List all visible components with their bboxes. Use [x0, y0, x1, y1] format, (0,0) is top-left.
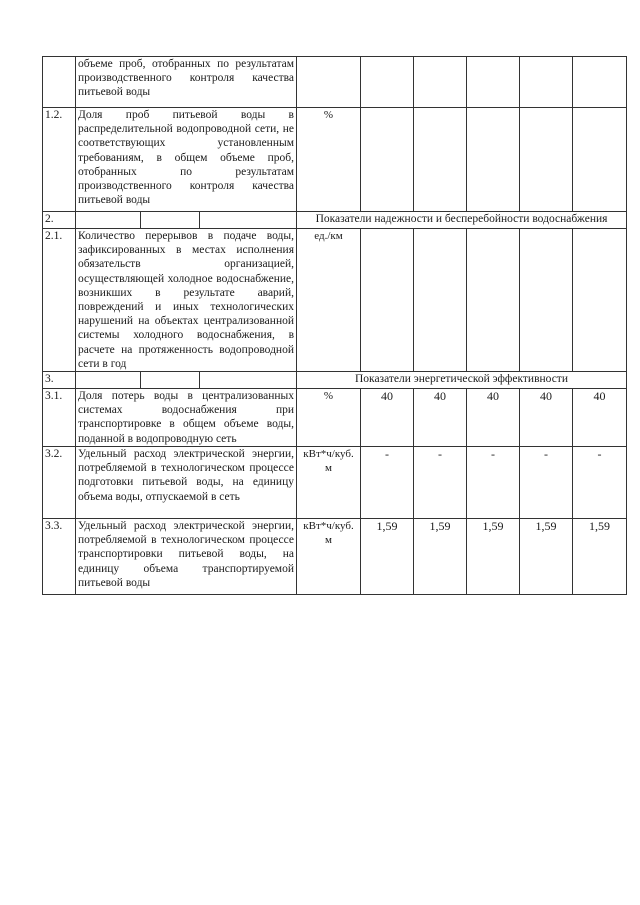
section-row — [43, 212, 627, 229]
value-cell: 1,59 — [361, 519, 414, 595]
value-cell — [467, 57, 520, 108]
value-cell: - — [414, 447, 467, 519]
row-unit: кВт*ч/куб. м — [297, 519, 361, 595]
section-spacer — [76, 212, 297, 229]
value-cell: 1,59 — [467, 519, 520, 595]
row-unit: % — [297, 108, 361, 212]
table-row — [43, 108, 627, 212]
value-cell: - — [467, 447, 520, 519]
table-row — [43, 519, 627, 595]
row-number: 3.3. — [43, 519, 76, 595]
section-number: 2. — [43, 212, 76, 229]
value-cell: 40 — [467, 389, 520, 447]
row-number: 3.2. — [43, 447, 76, 519]
value-cell — [573, 108, 627, 212]
value-cell — [414, 229, 467, 372]
value-cell: 1,59 — [414, 519, 467, 595]
value-cell: 1,59 — [573, 519, 627, 595]
indicators-table — [42, 56, 627, 595]
value-cell — [361, 229, 414, 372]
row-unit: кВт*ч/куб. м — [297, 447, 361, 519]
section-spacer — [76, 372, 297, 389]
row-description: Удельный расход электрической энергии, потребляемой в технологическом процессе транспортировки питьевой воды, на единицу объема транспортируемой питьевой воды — [76, 519, 297, 595]
table-row — [43, 57, 627, 108]
row-number — [43, 57, 76, 108]
value-cell: - — [573, 447, 627, 519]
value-cell: - — [520, 447, 573, 519]
row-unit: % — [297, 389, 361, 447]
value-cell — [467, 229, 520, 372]
row-description: Удельный расход электрической энергии, потребляемой в технологическом процессе подготовки питьевой воды, на единицу объема воды, отпускаемой в сеть — [76, 447, 297, 519]
value-cell — [414, 57, 467, 108]
value-cell — [414, 108, 467, 212]
value-cell — [520, 57, 573, 108]
value-cell — [573, 57, 627, 108]
row-number: 2.1. — [43, 229, 76, 372]
value-cell — [361, 108, 414, 212]
value-cell: 40 — [361, 389, 414, 447]
value-cell: 40 — [414, 389, 467, 447]
row-description: Доля потерь воды в централизованных системах водоснабжения при транспортировке в общем объеме воды, поданной в водопроводную сеть — [76, 389, 297, 447]
row-description: объеме проб, отобранных по результатам производственного контроля качества питьевой воды — [76, 57, 297, 108]
value-cell: 1,59 — [520, 519, 573, 595]
section-number: 3. — [43, 372, 76, 389]
table-row — [43, 447, 627, 519]
value-cell — [573, 229, 627, 372]
section-title: Показатели энергетической эффективности — [297, 372, 627, 389]
value-cell: - — [361, 447, 414, 519]
value-cell — [520, 108, 573, 212]
value-cell: 40 — [573, 389, 627, 447]
section-title: Показатели надежности и бесперебойности водоснабжения — [297, 212, 627, 229]
row-number: 3.1. — [43, 389, 76, 447]
row-number: 1.2. — [43, 108, 76, 212]
table-row — [43, 389, 627, 447]
row-unit — [297, 57, 361, 108]
row-description: Доля проб питьевой воды в распределительной водопроводной сети, не соответствующих установленным требованиям, в общем объеме проб, отобранных по результатам производственного контроля качества питьевой воды — [76, 108, 297, 212]
section-row — [43, 372, 627, 389]
value-cell — [467, 108, 520, 212]
row-unit: ед./км — [297, 229, 361, 372]
value-cell — [361, 57, 414, 108]
value-cell: 40 — [520, 389, 573, 447]
row-description: Количество перерывов в подаче воды, зафиксированных в местах исполнения обязательств организацией, осуществляющей холодное водоснабжение, возникших в результате аварий, повреждений и иных технологических нарушений на объектах централизованной системы холодного водоснабжения, в расчете на протяженность водопроводной сети в год — [76, 229, 297, 372]
table-row — [43, 229, 627, 372]
value-cell — [520, 229, 573, 372]
